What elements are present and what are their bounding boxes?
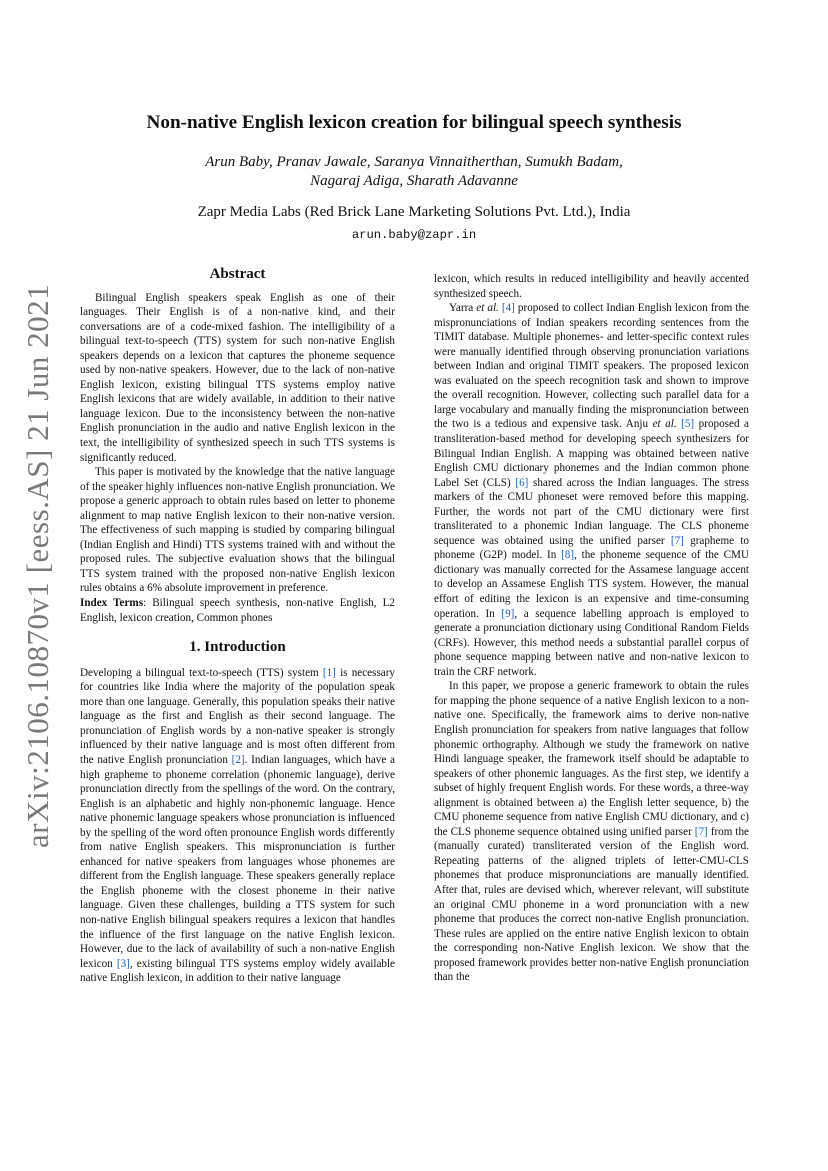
intro-text: is necessary for countries like India where the majority of the population speak more than one language. Generally, this population speaks their native language as the first and English as their second language. The pronunciation of English words by a non-native speaker is strongly influenced by their native language and is most often different from the native English pronunciation (80, 666, 396, 766)
authors-line-2: Nagaraj Adiga, Sharath Adavanne (310, 173, 518, 189)
affiliation: Zapr Media Labs (Red Brick Lane Marketing Solutions Pvt. Ltd.), India (197, 204, 631, 220)
intro-text: , existing bilingual TTS systems employ widely available native English lexicon, in addition to their native language (80, 957, 396, 985)
right-column (434, 272, 749, 985)
abstract-paragraph-2: This paper is motivated by the knowledge that the native language of the speaker highly influences non-native English pronunciation. We propose a generic approach to obtain rules based on letter to phoneme alignment to map native English lexicon to their non-native version. The effectiveness of such mapping is studied by comparing bilingual (Indian English and Hindi) TTS systems trained with and without the proposed rules. The subjective evaluation shows that the bilingual TTS system trained with the proposed non-native English lexicon rules obtains a 6% absolute improvement in preference. (80, 466, 395, 595)
body-text: from the (manually curated) transliterated version of the English word. Repeating patterns of the aligned triplets of letter-CMU-CLS phonemes that produce mispronunciations are manually identified. After that, rules are devised which, wherever relevant, will substitute an original CMU phoneme in a word pronunciation with a new phoneme that produces the correct non-native English pronunciation. These rules are applied on the entire native English lexicon to obtain the corresponding non-Native English lexicon. We show that the proposed framework provides better non-native English pronunciation than the (434, 825, 749, 984)
citation-link[interactable]: [9] (501, 607, 515, 620)
introduction-heading: 1. Introduction (189, 639, 286, 656)
author-email: arun.baby@zapr.in (351, 228, 477, 242)
citation-link[interactable]: [7] (670, 534, 684, 547)
body-text: grapheme to phoneme (G2P) model. In (434, 534, 749, 562)
framework-paragraph (434, 679, 749, 984)
citation-link[interactable]: [3] (116, 957, 130, 970)
citation-link[interactable]: [8] (561, 549, 575, 562)
citation-link[interactable]: [1] (322, 666, 336, 679)
citation-link[interactable]: [2] (231, 753, 245, 766)
citation-link[interactable]: [5] (681, 418, 695, 431)
intro-text: . Indian languages, which have a high grapheme to phoneme correlation (phonemic language), derive pronunciation directly from the spellings of the word. On the contrary, English is an alphabetic and highly non-phonemic language. Hence native phonemic language speakers whose pronunciation is influenced by the spelling of the word often pronounce English words differently from native English speakers. This mispronunciation is further enhanced for native speakers from languages whose phonemes are different from the English language. These speakers generally replace the English phoneme with the closest phoneme in their native language. Given these challenges, building a TTS system for such non-native English bilingual speakers requires a lexicon that handles the influence of the first language on the native English lexicon. However, due to the lack of availability of such a non-native English lexicon (80, 753, 395, 970)
index-terms (80, 596, 395, 625)
body-text: Yarra (449, 302, 477, 315)
author-list (110, 153, 718, 191)
index-terms-label: Index Terms (80, 597, 144, 610)
abstract-heading: Abstract (209, 266, 266, 282)
citation-link[interactable]: [7] (694, 825, 708, 838)
body-text: proposed a transliteration-based method for developing speech synthesizers for Bilingual Indian English. A mapping was obtained between native English CMU dictionary phonemes and the Indian common phone Label Set (CLS) (434, 418, 749, 489)
index-terms-text: : Bilingual speech synthesis, non-native English, L2 English, lexicon creation, Common phones (80, 597, 395, 624)
citation-link[interactable]: [6] (515, 476, 529, 489)
body-text: , the phoneme sequence of the CMU dictionary was manually corrected for the Assamese language accent to develop an Assamese English TTS system. However, the manual effort of editing the lexicon is an expensive and time-consuming operation. In (434, 549, 749, 620)
citation-link[interactable]: [4] (501, 302, 515, 315)
left-column (80, 267, 395, 986)
body-text: In this paper, we propose a generic framework to obtain the rules for mapping the phone sequence of a native English lexicon to a non-native one. Specifically, the framework aims to derive non-native English pronunciation for speakers from native languages that follow phonemic orthography. Although we study the framework on native Hindi language speaker, the framework itself should be adaptable to speakers of other phonemic languages. As the first step, we identify a subset of highly frequent English words. For these words, a three-way alignment is obtained between a) the English letter sequence, b) the CMU phoneme sequence from native English CMU dictionary, and c) the CLS phoneme sequence obtained using unified parser (434, 680, 749, 838)
body-text: , a sequence labelling approach is employed to generate a pronunciation dictionary using Conditional Random Fields (CRFs). However, this method needs a substantial parallel corpus of phone sequence mapping between native and non-native lexicon to train the CRF network. (434, 607, 749, 678)
authors-line-1: Arun Baby, Pranav Jawale, Saranya Vinnaitherthan, Sumukh Badam, (205, 154, 623, 170)
body-text: shared across the Indian languages. The stress markers of the CMU phoneset were removed before this mapping. Further, the words not part of the CMU dictionary were first transliterated to a phonemic Indian language. The CLS phoneme sequence was obtained using the unified parser (434, 476, 749, 547)
et-al: et al. (476, 302, 499, 315)
related-work-paragraph (434, 301, 749, 679)
paper-title: Non-native English lexicon creation for bilingual speech synthesis (146, 112, 682, 133)
body-text: proposed to collect Indian English lexicon from the mispronunciations of Indian speakers recording sentences from the TIMIT database. Multiple phonemes- and letter-specific context rules were manually identified through observing pronunciation variations between Indian and original TIMIT speakers. The proposed lexicon was evaluated on the speech recognition task and shown to improve the overall recognition. However, collecting such parallel data for a large vocabulary and manually finding the mispronunciation between the two is a tedious and expensive task. Anju (434, 302, 749, 431)
arxiv-identifier: arXiv:2106.10870v1 [eess.AS] 21 Jun 2021 (20, 283, 55, 848)
abstract-paragraph-1: Bilingual English speakers speak English as one of their languages. Their English is of a non-native kind, and their conversations are of a code-mixed fashion. The intelligibility of a bilingual text-to-speech (TTS) system for such non-native English speakers depends on a lexicon that captures the phoneme sequence used by non-native speakers. However, due to the lack of non-native English lexicon, existing bilingual TTS systems employ native English lexicons that are widely available, in addition to their native language lexicon. Due to the inconsistency between the non-native English pronunciation in the audio and native English lexicon in the text, the intelligibility of synthesized speech in such TTS systems is significantly reduced. (80, 291, 395, 464)
intro-text: Developing a bilingual text-to-speech (TTS) system (80, 666, 323, 679)
et-al: et al. (652, 418, 677, 431)
continued-paragraph: lexicon, which results in reduced intelligibility and heavily accented synthesized speech. (434, 273, 749, 300)
introduction-paragraph-1 (80, 666, 395, 986)
